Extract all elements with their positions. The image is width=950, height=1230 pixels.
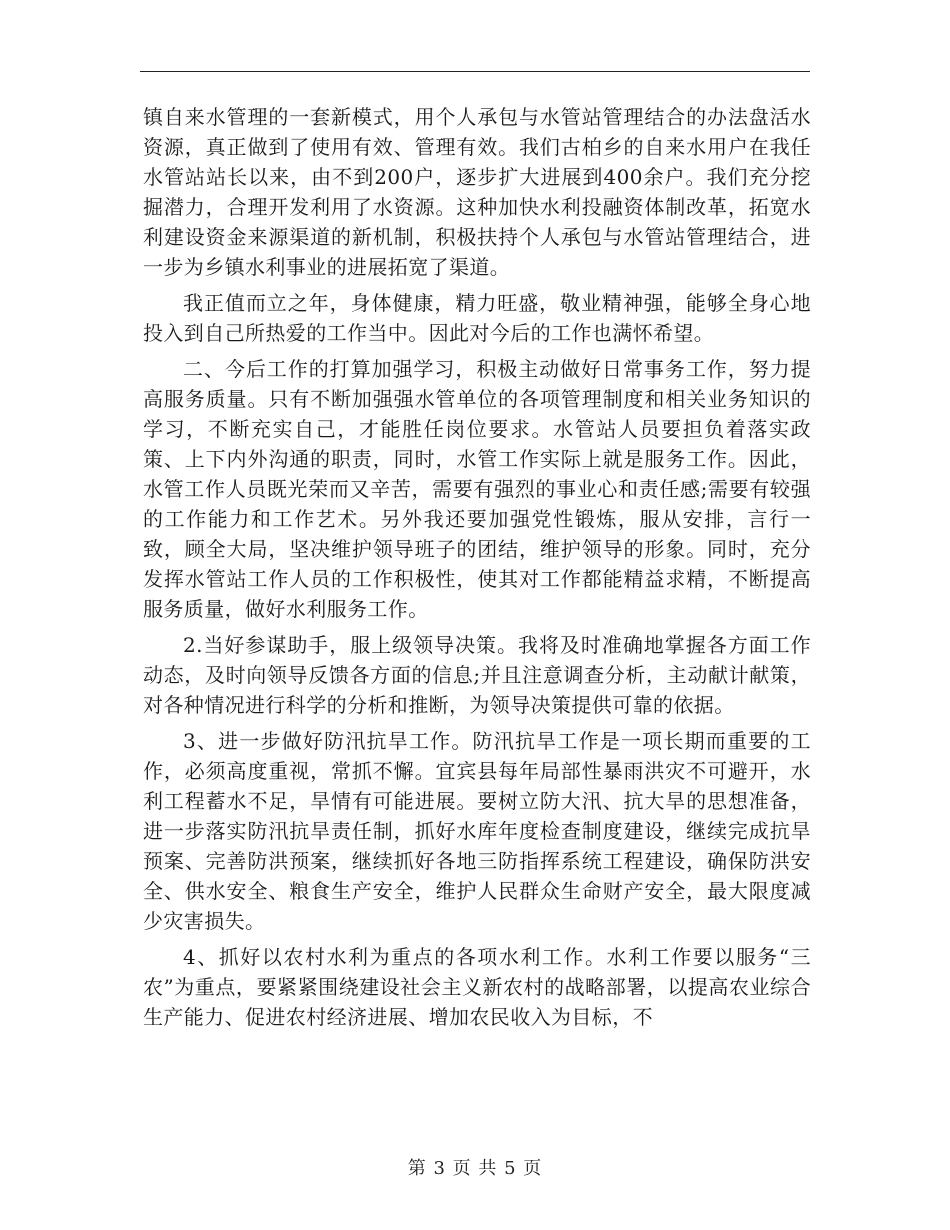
paragraph-3: 二、今后工作的打算加强学习，积极主动做好日常事务工作，努力提高服务质量。只有不断加强强水管单位的各项管理制度和相关业务知识的学习，不断充实自己，才能胜任岗位要求。水管站人员要担负着落实政策、上下内外沟通的职责，同时，水管工作实际上就是服务工作。因此，水管工作人员既光荣而又辛苦，需要有强烈的事业心和责任感;需要有较强的工作能力和工作艺术。另外我还要加强党性锻炼，服从安排，言行一致，顾全大局，坚决维护领导班子的团结，维护领导的形象。同时，充分发挥水管站工作人员的工作积极性，使其对工作都能精益求精，不断提高服务质量，做好水利服务工作。 [143, 357, 811, 621]
page-number-footer: 第 3 页 共 5 页 [407, 1158, 543, 1179]
paragraph-4: 2.当好参谋助手，服上级领导决策。我将及时准确地掌握各方面工作动态，及时向领导反馈各方面的信息;并且注意调查分析，主动献计献策，对各种情况进行科学的分析和推断，为领导决策提供可靠的依据。 [143, 633, 811, 717]
paragraph-6: 4、抓好以农村水利为重点的各项水利工作。水利工作要以服务“三农”为重点，要紧紧围绕建设社会主义新农村的战略部署，以提高农业综合生产能力、促进农村经济进展、增加农民收入为目标，不 [143, 945, 811, 1029]
header-rule [140, 71, 810, 72]
paragraph-2: 我正值而立之年，身体健康，精力旺盛，敬业精神强，能够全身心地投入到自己所热爱的工作当中。因此对今后的工作也满怀希望。 [143, 291, 811, 345]
paragraph-1: 镇自来水管理的一套新模式，用个人承包与水管站管理结合的办法盘活水资源，真正做到了使用有效、管理有效。我们古柏乡的自来水用户在我任水管站站长以来，由不到200户，逐步扩大进展到400余户。我们充分挖掘潜力，合理开发利用了水资源。这种加快水利投融资体制改革，拓宽水利建设资金来源渠道的新机制，积极扶持个人承包与水管站管理结合，进一步为乡镇水利事业的进展拓宽了渠道。 [143, 105, 811, 279]
document-body [143, 102, 811, 1032]
paragraph-5: 3、进一步做好防汛抗旱工作。防汛抗旱工作是一项长期而重要的工作，必须高度重视，常抓不懈。宜宾县每年局部性暴雨洪灾不可避开，水利工程蓄水不足，旱情有可能进展。要树立防大汛、抗大旱的思想准备，进一步落实防汛抗旱责任制，抓好水库年度检查制度建设，继续完成抗旱预案、完善防洪预案，继续抓好各地三防指挥系统工程建设，确保防洪安全、供水安全、粮食生产安全，维护人民群众生命财产安全，最大限度减少灾害损失。 [143, 729, 811, 933]
